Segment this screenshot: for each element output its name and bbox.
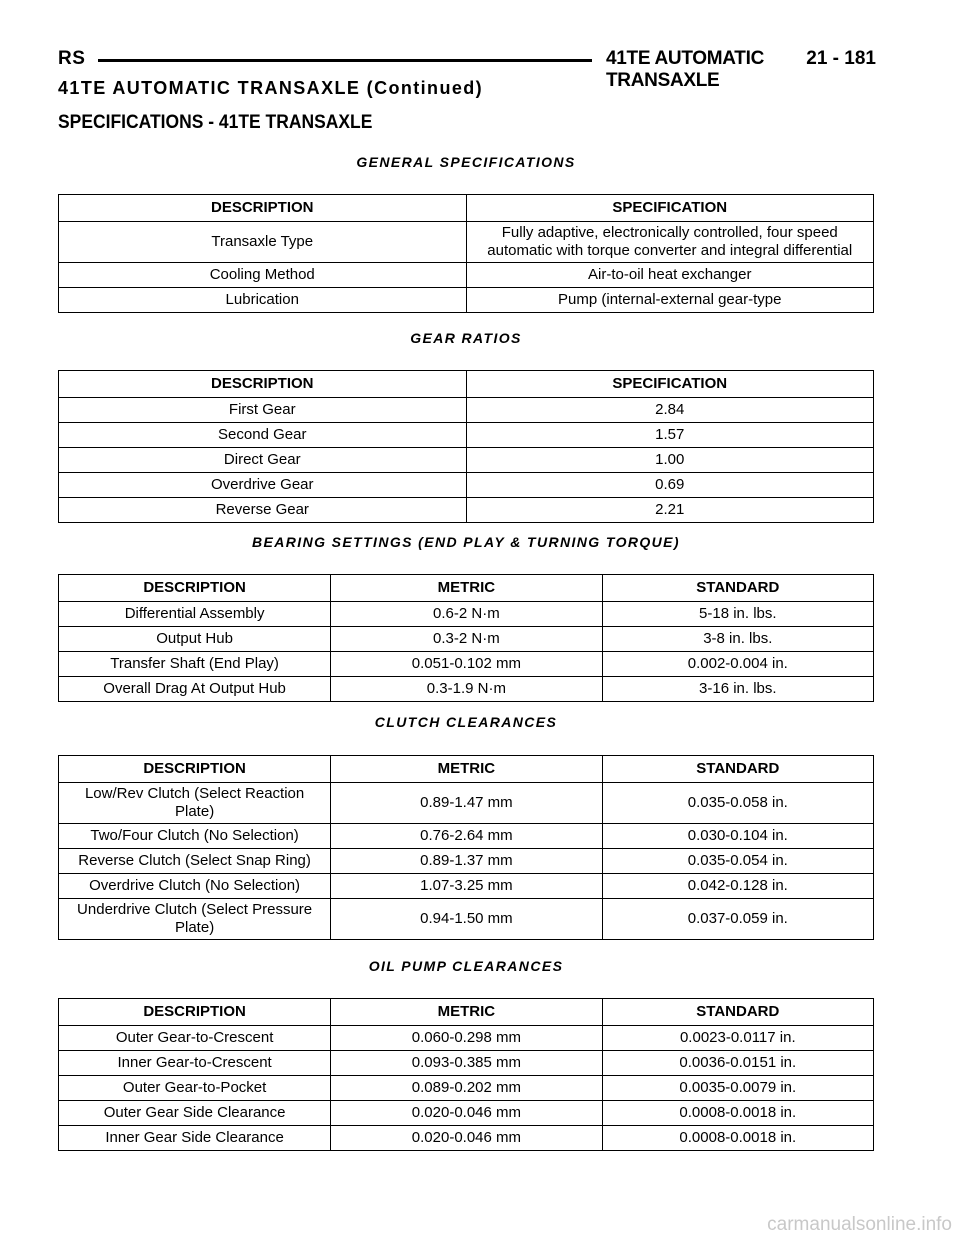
section-code: RS [58, 48, 86, 69]
table-row [59, 423, 874, 448]
general-specifications-table [58, 194, 874, 313]
table-cell: 1.57 [466, 423, 874, 448]
table-cell: 0.020-0.046 mm [331, 1126, 602, 1151]
table-cell: 0.0035-0.0079 in. [602, 1076, 873, 1101]
table-cell: Reverse Clutch (Select Snap Ring) [59, 849, 331, 874]
column-header: DESCRIPTION [59, 756, 331, 783]
table-row [59, 824, 874, 849]
table-header-row [59, 756, 874, 783]
table-cell: Lubrication [59, 288, 467, 313]
clutch-clearances-table [58, 755, 874, 940]
table-cell: Overdrive Gear [59, 473, 467, 498]
column-header: DESCRIPTION [59, 195, 467, 222]
table-cell: Pump (internal-external gear-type [466, 288, 874, 313]
table-row [59, 899, 874, 940]
clutch-clearances-title: CLUTCH CLEARANCES [374, 714, 558, 730]
table-row [59, 288, 874, 313]
column-header: DESCRIPTION [59, 371, 467, 398]
gear-ratios-title: GEAR RATIOS [410, 330, 522, 346]
table-cell: 0.002-0.004 in. [602, 652, 873, 677]
table-cell: 0.089-0.202 mm [331, 1076, 602, 1101]
column-header: STANDARD [602, 999, 873, 1026]
oil-pump-clearances-title: OIL PUMP CLEARANCES [368, 958, 564, 974]
table-cell: 0.020-0.046 mm [331, 1101, 602, 1126]
table-cell: 0.042-0.128 in. [602, 874, 873, 899]
table-row [59, 1051, 874, 1076]
bearing-settings-title: BEARING SETTINGS (END PLAY & TURNING TORQUE) [252, 534, 680, 550]
table-cell: Outer Gear-to-Crescent [59, 1026, 331, 1051]
column-header: METRIC [331, 999, 602, 1026]
continued-title: 41TE AUTOMATIC TRANSAXLE (Continued) [58, 78, 484, 98]
column-header: DESCRIPTION [59, 999, 331, 1026]
table-row [59, 473, 874, 498]
column-header: STANDARD [602, 575, 873, 602]
column-header: SPECIFICATION [466, 371, 874, 398]
table-cell: Transaxle Type [59, 222, 467, 263]
column-header: METRIC [331, 575, 602, 602]
table-row [59, 652, 874, 677]
table-cell: 0.035-0.058 in. [602, 783, 873, 824]
table-cell: Second Gear [59, 423, 467, 448]
general-specifications-title: GENERAL SPECIFICATIONS [356, 154, 576, 170]
table-cell: 3-8 in. lbs. [602, 627, 873, 652]
table-row [59, 263, 874, 288]
table-cell: Outer Gear-to-Pocket [59, 1076, 331, 1101]
table-cell: 2.84 [466, 398, 874, 423]
table-cell: Low/Rev Clutch (Select Reaction Plate) [59, 783, 331, 824]
table-cell: 0.6-2 N·m [331, 602, 602, 627]
table-cell: 0.030-0.104 in. [602, 824, 873, 849]
header-rule [98, 59, 592, 62]
table-cell: 0.89-1.37 mm [331, 849, 602, 874]
table-cell: Transfer Shaft (End Play) [59, 652, 331, 677]
watermark: carmanualsonline.info [767, 1214, 952, 1235]
table-row [59, 677, 874, 702]
table-header-row [59, 195, 874, 222]
table-cell: 0.89-1.47 mm [331, 783, 602, 824]
column-header: STANDARD [602, 756, 873, 783]
table-cell: 0.3-2 N·m [331, 627, 602, 652]
table-cell: Outer Gear Side Clearance [59, 1101, 331, 1126]
table-header-row [59, 575, 874, 602]
gear-ratios-table [58, 370, 874, 523]
table-cell: 2.21 [466, 498, 874, 523]
table-row [59, 1126, 874, 1151]
table-cell: Reverse Gear [59, 498, 467, 523]
table-cell: 0.060-0.298 mm [331, 1026, 602, 1051]
table-cell: Output Hub [59, 627, 331, 652]
table-cell: 0.76-2.64 mm [331, 824, 602, 849]
table-row [59, 783, 874, 824]
bearing-settings-table [58, 574, 874, 702]
table-row [59, 874, 874, 899]
table-cell: Differential Assembly [59, 602, 331, 627]
table-row [59, 448, 874, 473]
table-row [59, 627, 874, 652]
table-cell: Two/Four Clutch (No Selection) [59, 824, 331, 849]
column-header: DESCRIPTION [59, 575, 331, 602]
table-cell: Direct Gear [59, 448, 467, 473]
table-row [59, 1076, 874, 1101]
table-cell: Underdrive Clutch (Select Pressure Plate) [59, 899, 331, 940]
table-row [59, 398, 874, 423]
table-cell: Fully adaptive, electronically controlled, four speed automatic with torque converter and integral differential [466, 222, 874, 263]
oil-pump-clearances-table [58, 998, 874, 1151]
table-header-row [59, 371, 874, 398]
table-cell: 0.093-0.385 mm [331, 1051, 602, 1076]
table-cell: 0.037-0.059 in. [602, 899, 873, 940]
table-cell: Inner Gear Side Clearance [59, 1126, 331, 1151]
table-cell: Air-to-oil heat exchanger [466, 263, 874, 288]
table-cell: 5-18 in. lbs. [602, 602, 873, 627]
table-cell: 0.0008-0.0018 in. [602, 1126, 873, 1151]
table-cell: Overall Drag At Output Hub [59, 677, 331, 702]
specifications-title: SPECIFICATIONS - 41TE TRANSAXLE [58, 112, 373, 133]
table-cell: Inner Gear-to-Crescent [59, 1051, 331, 1076]
table-row [59, 498, 874, 523]
table-cell: 0.0008-0.0018 in. [602, 1101, 873, 1126]
table-cell: 0.94-1.50 mm [331, 899, 602, 940]
page-number: 21 - 181 [806, 48, 876, 69]
table-cell: 0.051-0.102 mm [331, 652, 602, 677]
table-row [59, 1026, 874, 1051]
table-cell: 0.035-0.054 in. [602, 849, 873, 874]
table-cell: 3-16 in. lbs. [602, 677, 873, 702]
table-cell: 0.0023-0.0117 in. [602, 1026, 873, 1051]
table-cell: 1.07-3.25 mm [331, 874, 602, 899]
column-header: SPECIFICATION [466, 195, 874, 222]
table-row [59, 1101, 874, 1126]
table-cell: Overdrive Clutch (No Selection) [59, 874, 331, 899]
table-row [59, 849, 874, 874]
table-row [59, 602, 874, 627]
table-cell: First Gear [59, 398, 467, 423]
table-cell: 0.69 [466, 473, 874, 498]
header-title: 41TE AUTOMATIC TRANSAXLE [606, 48, 765, 91]
table-cell: 0.0036-0.0151 in. [602, 1051, 873, 1076]
table-cell: 0.3-1.9 N·m [331, 677, 602, 702]
column-header: METRIC [331, 756, 602, 783]
table-header-row [59, 999, 874, 1026]
table-cell: 1.00 [466, 448, 874, 473]
table-row [59, 222, 874, 263]
table-cell: Cooling Method [59, 263, 467, 288]
